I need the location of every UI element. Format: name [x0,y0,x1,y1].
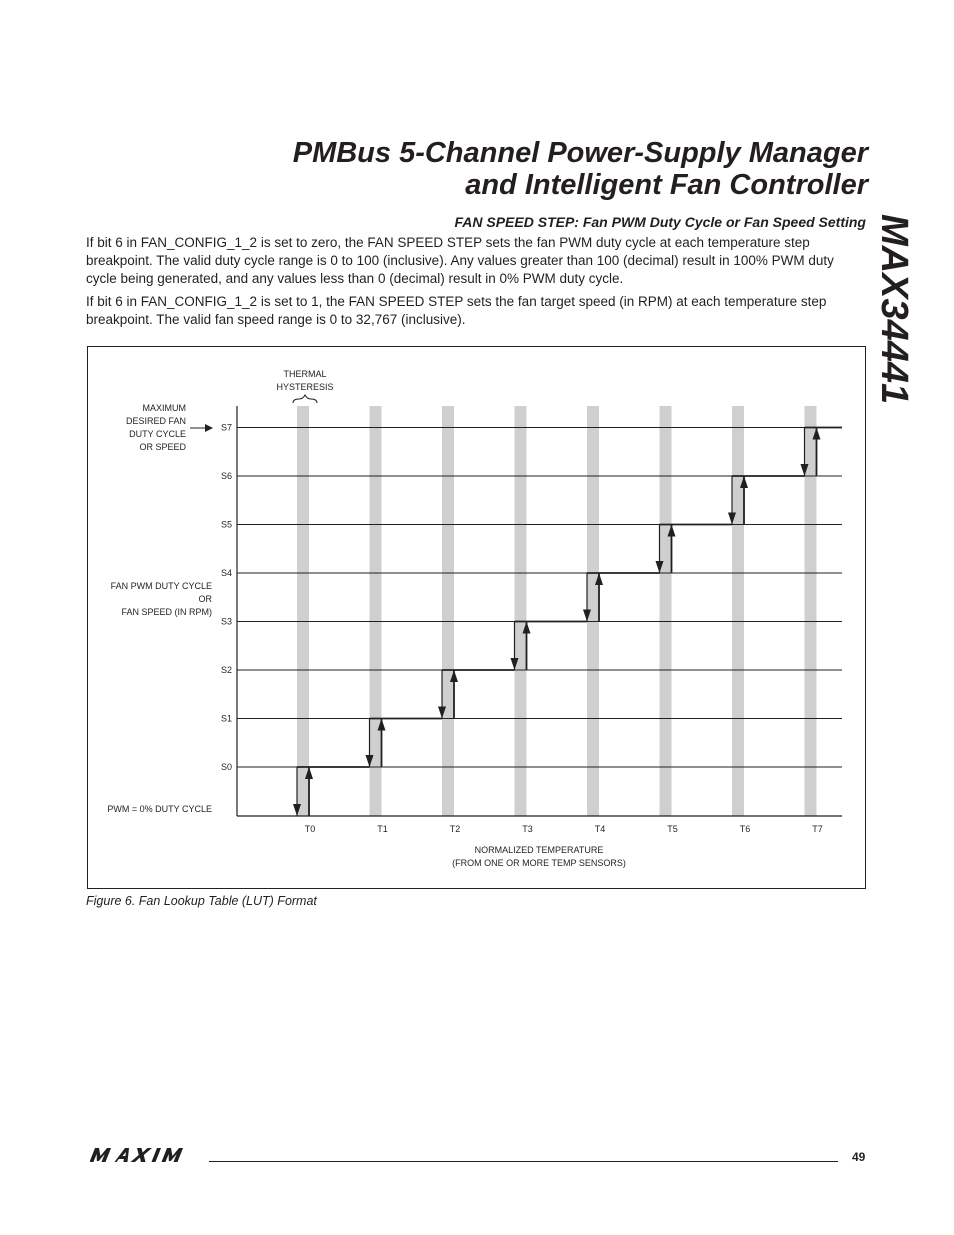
maximum-label-1: MAXIMUM [142,403,186,413]
pwm-zero-label: PWM = 0% DUTY CYCLE [107,804,212,814]
paragraph-2: If bit 6 in FAN_CONFIG_1_2 is set to 1, the FAN SPEED STEP sets the fan target speed (in RPM) at each temperature step breakpoint. The valid fan speed range is 0 to 32,767 (inclusive). [86,294,827,327]
x-label-T0: T0 [304,824,316,834]
y-label-S0: S0 [220,762,232,772]
thermal-hysteresis-label-2: HYSTERESIS [276,382,334,392]
x-label-T2: T2 [449,824,461,834]
x-label-T1: T1 [377,824,388,834]
maximum-label-4: OR SPEED [139,442,186,452]
title-line-2: and Intelligent Fan Controller [465,169,868,201]
hysteresis-band-T3 [515,406,527,816]
y-label-S5: S5 [220,519,232,530]
hysteresis-band-T5 [660,406,672,816]
y-label-S7: S7 [220,422,232,433]
maxim-logo-mark [90,1145,202,1165]
part-number-text: MAX34441 [873,214,915,405]
y-label-S2: S2 [220,665,232,675]
thermal-hysteresis-label-1: THERMAL [283,369,327,379]
y-axis-title-3: FAN SPEED (IN RPM) [121,607,212,617]
x-label-T5: T5 [667,824,678,834]
page-number: 49 [852,1150,866,1164]
x-label-T7: T7 [812,824,823,834]
x-label-T4: T4 [594,824,606,834]
x-label-T3: T3 [522,824,533,834]
maxim-logo [90,1145,202,1170]
hysteresis-band-T6 [732,406,744,816]
y-axis-title-1: FAN PWM DUTY CYCLE [110,581,212,591]
y-axis-title-2: OR [198,594,212,604]
hysteresis-band-T2 [442,406,454,816]
y-label-S3: S3 [220,616,232,627]
hysteresis-band-T0 [297,406,309,816]
section-heading: FAN SPEED STEP: Fan PWM Duty Cycle or Fan Speed Setting [454,214,866,230]
maximum-arrow-head [205,424,213,432]
side-part-number [870,214,920,414]
title-line-1: PMBus 5-Channel Power-Supply Manager [292,137,868,169]
footer-rule [209,1161,838,1162]
hysteresis-band-T1 [370,406,382,816]
paragraph-1: If bit 6 in FAN_CONFIG_1_2 is set to zero, the FAN SPEED STEP sets the fan PWM duty cycle at each temperature step breakpoint. The valid duty cycle range is 0 to 100 (inclusive). Any values greater than 100 (decimal) result in 100% PWM duty cycle being generated, and any values less than 0 (decimal) result in 0% PWM duty cycle. [86,235,834,286]
x-axis-title-2: (FROM ONE OR MORE TEMP SENSORS) [452,858,626,868]
figure-caption: Figure 6. Fan Lookup Table (LUT) Format [86,894,317,908]
x-label-T6: T6 [739,824,751,834]
figure-6-box [87,346,866,889]
y-label-S1: S1 [220,713,232,724]
x-axis-title-1: NORMALIZED TEMPERATURE [474,845,604,855]
hysteresis-brace [293,395,317,403]
maximum-label-2: DESIRED FAN [125,416,186,426]
y-label-S6: S6 [220,471,232,481]
maximum-label-3: DUTY CYCLE [129,429,186,439]
page-title [293,137,868,201]
fan-lut-chart [88,347,865,888]
y-label-S4: S4 [220,568,232,578]
